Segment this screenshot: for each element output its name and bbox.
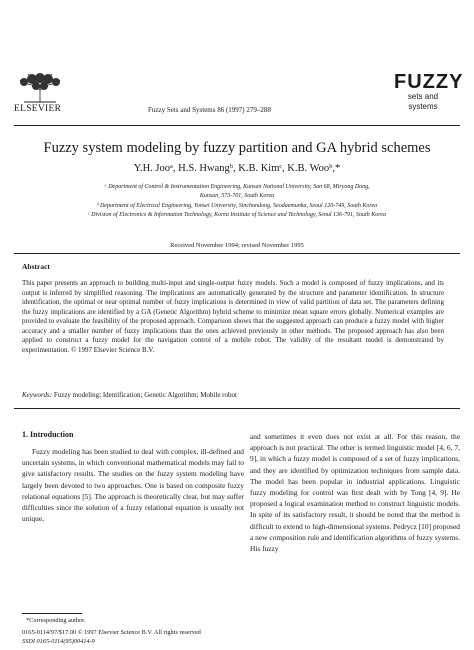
affiliation-b: ᵇ Department of Electrical Engineering, Yonsei University, Sinchondong, Seodaemunku, Seoul 120-749, South Korea <box>96 203 378 209</box>
ssdi-line: SSDI 0165-0114(95)00414-9 <box>22 638 95 645</box>
header-rule <box>14 125 460 126</box>
footnote: *Corresponding author. <box>26 617 86 624</box>
footnote-rule <box>22 613 82 614</box>
copyright-line: 0165-0114/97/$17.00 © 1997 Elsevier Science B.V. All rights reserved <box>22 629 201 636</box>
abstract-text: This paper presents an approach to building multi-input and single-output fuzzy models. Such a model is composed of fuzzy implications, and its output is inferred by simplified reasoning. The implications are automatically generated by the structure and parameter identification. In structure identification, the optimal or near optimal number of fuzzy implications is determined in view of valid partition of data set. The parameters defining the fuzzy implications are identified by a GA (Genetic Algorithm) hybrid scheme to minimize mean square errors globally. Numerical examples are provided to evaluate the feasibility of the proposed approach. Comparison shows that the suggested approach can produce a fuzzy model with higher accuracy and a smaller number of fuzzy implications than the ones achieved previously in other methods. The proposed approach has also been applied to construct a fuzzy model for the navigation control of a mobile robot. The validity of the resultant model is demonstrated by experimentation. © 1997 Elsevier Science B.V. <box>22 279 444 354</box>
journal-brand-title: FUZZY <box>394 71 464 93</box>
keywords-line <box>22 391 452 399</box>
abstract-heading: Abstract <box>22 262 50 271</box>
journal-brand <box>394 71 464 111</box>
keywords-label: Keywords: <box>22 391 53 399</box>
intro-left-column: Fuzzy modeling has been studied to deal with complex, ill-defined and uncertain systems, in which conventional mathematical models may fail to give satisfactory results. The studies on the fuzzy system modeling have largely been devoted to two approaches. One is based on composite fuzzy relational equations [5]. The approach is theoretically clear, but may suffer difficulties since the solution of a fuzzy relational equation is usually not unique, <box>22 447 244 524</box>
intro-right-column: and sometimes it even does not exist at all. For this reason, the approach is not practical. The other is termed linguistic model [4, 6, 7, 9], in which a fuzzy model is composed of a set of fuzzy implications, and they are identified by optimization techniques from sample data. The model has been popular in industrial applications. Linguistic fuzzy modeling for control was first dealt with by Tong [4, 9]. He proposed a logical examination method to construct linguistic models. In spite of its satisfactory result, it should be noted that the method is difficult to extend to high-dimensional systems. Pedrycz [10] proposed a new composition rule and identification algorithms of fuzzy systems. His fuzzy <box>250 432 460 554</box>
journal-brand-subtitle: sets and systems <box>407 92 439 111</box>
affiliation-c: ᶜ Division of Electronics & Information Technology, Korea Institute of Science and Technology, Seoul 136-791, South Korea <box>88 212 386 218</box>
affiliation-a-cont: Kunsan, 573-701, South Korea <box>199 193 275 199</box>
affiliation-a: ᵃ Department of Control & Instrumentation Engineering, Kunsan National University, San 68, Miryong Dong, <box>104 184 370 190</box>
keywords-rule <box>14 408 460 409</box>
received-dates: Received November 1994; revised November 1995 <box>170 242 304 249</box>
section-heading-introduction: 1. Introduction <box>22 430 74 439</box>
keywords-text: Fuzzy modeling; Identification; Genetic Algorithm; Mobile robot <box>53 391 237 399</box>
publisher-name: ELSEVIER <box>14 104 62 114</box>
paper-title: Fuzzy system modeling by fuzzy partition and GA hybrid schemes <box>43 140 431 156</box>
author-list: Y.H. Jooᵃ, H.S. Hwangᵇ, K.B. Kimᶜ, K.B. Wooᵇ,* <box>133 163 341 174</box>
abstract-rule <box>14 253 460 254</box>
journal-reference: Fuzzy Sets and Systems 86 (1997) 279–288 <box>148 106 271 114</box>
